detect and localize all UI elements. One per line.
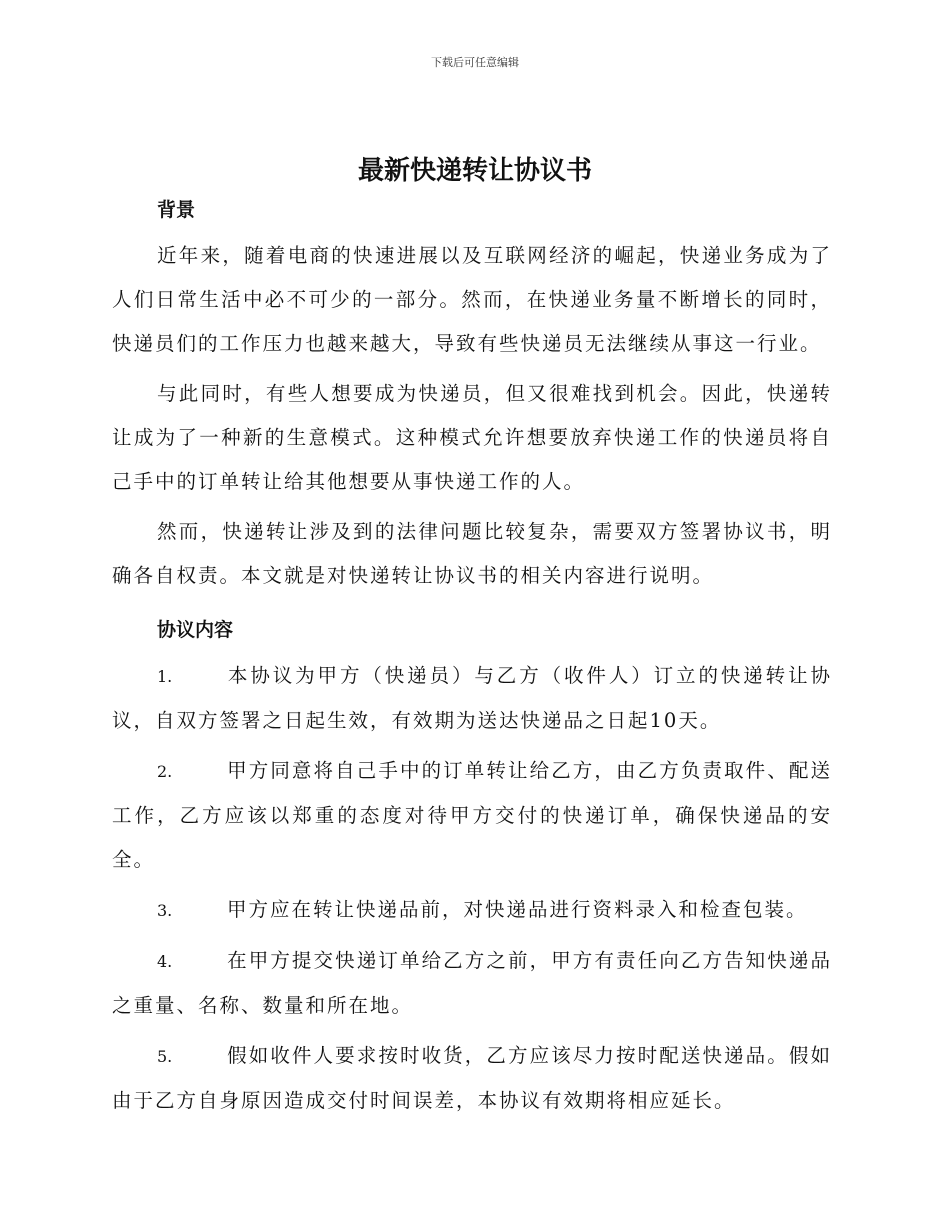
item-number: 4. <box>157 952 173 971</box>
document-title: 最新快递转让协议书 <box>357 156 592 186</box>
section-heading-agreement: 协议内容 <box>157 619 234 641</box>
item-number: 2. <box>157 762 173 781</box>
agreement-item-5 <box>112 1034 832 1123</box>
agreement-item-2 <box>112 749 832 882</box>
item-number: 3. <box>157 901 173 920</box>
document-body <box>112 192 832 1123</box>
background-paragraph-3: 然而，快递转让涉及到的法律问题比较复杂，需要双方签署协议书，明确各自权责。本文就是对快递转让协议书的相关内容进行说明。 <box>112 520 832 587</box>
item-text: 甲方同意将自己手中的订单转让给乙方，由乙方负责取件、配送工作，乙方应该以郑重的态度对待甲方交付的快递订单，确保快递品的安全。 <box>112 759 832 871</box>
item-number: 5. <box>157 1047 173 1066</box>
background-paragraph-1: 近年来，随着电商的快速进展以及互联网经济的崛起，快递业务成为了人们日常生活中必不可少的一部分。然而，在快递业务量不断增长的同时，快递员们的工作压力也越来越大，导致有些快递员无法继续从事这一行业。 <box>112 244 832 355</box>
item-text: 甲方应在转让快递品前，对快递品进行资料录入和检查包装。 <box>227 898 808 921</box>
header-note: 下载后可任意编辑 <box>431 56 519 69</box>
background-paragraph-2: 与此同时，有些人想要成为快递员，但又很难找到机会。因此，快递转让成为了一种新的生意模式。这种模式允许想要放弃快递工作的快递员将自己手中的订单转让给其他想要从事快递工作的人。 <box>112 382 832 493</box>
agreement-item-3 <box>112 888 832 933</box>
agreement-item-4 <box>112 939 832 1028</box>
section-heading-background: 背景 <box>157 199 196 221</box>
agreement-item-1 <box>112 654 832 743</box>
item-number: 1. <box>157 667 173 686</box>
item-text: 本协议为甲方（快递员）与乙方（收件人）订立的快递转让协议，自双方签署之日起生效，有效期为送达快递品之日起10天。 <box>112 664 832 732</box>
item-text: 假如收件人要求按时收货，乙方应该尽力按时配送快递品。假如由于乙方自身原因造成交付时间误差，本协议有效期将相应延长。 <box>112 1044 832 1112</box>
item-text: 在甲方提交快递订单给乙方之前，甲方有责任向乙方告知快递品之重量、名称、数量和所在地。 <box>112 949 832 1017</box>
